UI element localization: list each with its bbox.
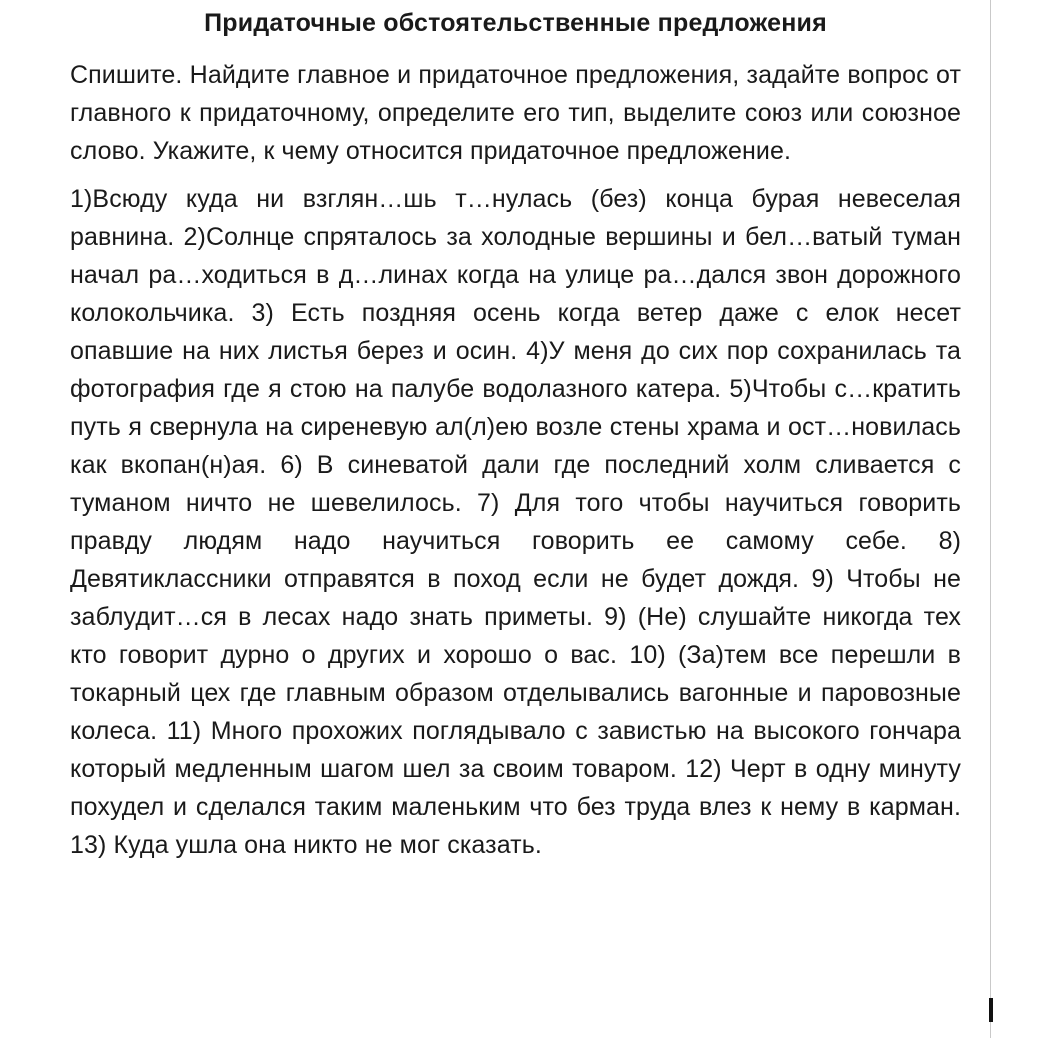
page-edge-line	[990, 0, 991, 1038]
page-title: Придаточные обстоятельственные предложения	[204, 9, 827, 37]
page-edge-mark	[989, 998, 993, 1022]
exercise-paragraph: 1)Всюду куда ни взглян…шь т…нулась (без) конца бурая невеселая равнина. 2)Солнце спряталось за холодные вершины и бел…ватый туман начал ра…ходиться в д…линах когда на улице ра…дался звон дорожного колокольчика. 3) Есть поздняя осень когда ветер даже с елок несет опавшие на них листья берез и осин. 4)У меня до сих пор сохранилась та фотография где я стою на палубе водолазного катера. 5)Чтобы с…кратить путь я свернула на сиреневую ал(л)ею возле стены храма и ост…новилась как вкопан(н)ая. 6) В синеватой дали где последний холм сливается с туманом ничто не шевелилось. 7) Для того чтобы научиться говорить правду людям надо научиться говорить ее самому себе. 8) Девятиклассники отправятся в поход если не будет дождя. 9) Чтобы не заблудит…ся в лесах надо знать приметы. 9) (Не) слушайте никогда тех кто говорит дурно о других и хорошо о вас. 10) (За)тем все перешли в токарный цех где главным образом отделывались вагонные и паровозные колеса. 11) Много прохожих поглядывало с завистью на высокого гончара который медленным шагом шел за своим товаром. 12) Черт в одну минуту похудел и сделался таким маленьким что без труда влез к нему в карман. 13) Куда ушла она никто не мог сказать.	[70, 185, 961, 859]
instructions-paragraph: Спишите. Найдите главное и придаточное предложения, задайте вопрос от главного к придаточному, определите его тип, выделите союз или союзное слово. Укажите, к чему относится придаточное предложение.	[70, 61, 961, 165]
